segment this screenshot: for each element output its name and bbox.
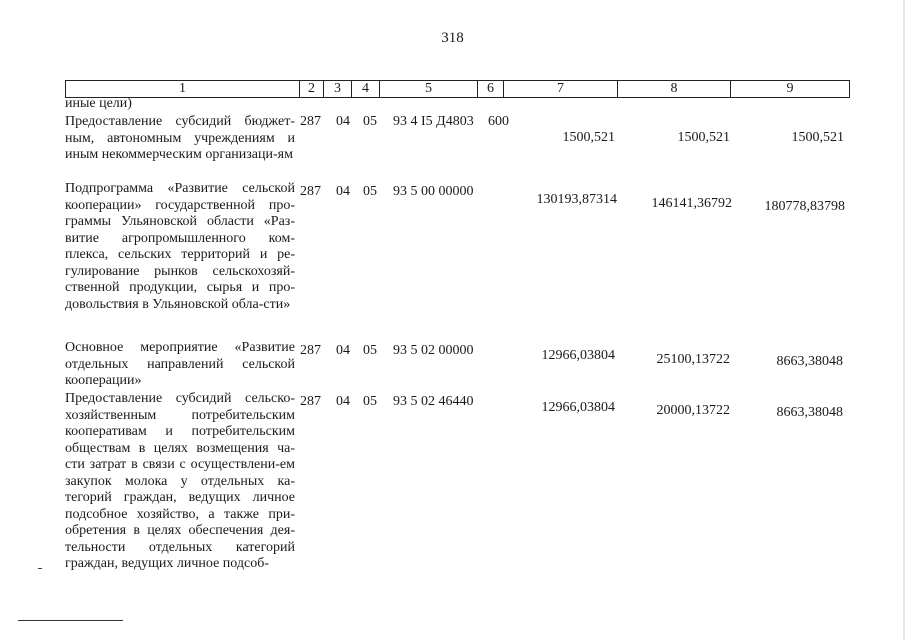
margin-mark (38, 568, 42, 569)
column-header-7: 7 (503, 81, 617, 97)
footnote-separator (18, 620, 123, 621)
value-year-1: 12966,03804 (541, 348, 615, 363)
code-pr: 05 (363, 184, 377, 199)
code-csr: 93 5 00 00000 (393, 184, 474, 199)
code-pr: 05 (363, 114, 377, 129)
row-name: Основное мероприятие «Развитие отдельных направлений сельской кооперации» (65, 340, 295, 388)
code-gr: 287 (300, 184, 321, 199)
code-rz: 04 (336, 184, 350, 199)
row-name: Предоставление субсидий сельско-хозяйственным потребительским кооперативам и потребительским обществам в целях возмещения ча-сти затрат в связи с осуществлени-ем закупок молока у отдельных ка-тегорий граждан, ведущих личное подсобное хозяйство, а также при-обретения в целях обеспечения дея-тельности отдельных категорий граждан, ведущих личное подсоб- (65, 391, 295, 571)
page-number: 318 (441, 30, 464, 46)
column-header-4: 4 (351, 81, 379, 97)
code-rz: 04 (336, 343, 350, 358)
value-year-1: 1500,521 (562, 130, 615, 145)
code-csr: 93 5 02 46440 (393, 394, 474, 409)
code-pr: 05 (363, 343, 377, 358)
column-header-5: 5 (379, 81, 477, 97)
code-pr: 05 (363, 394, 377, 409)
column-header-8: 8 (617, 81, 730, 97)
column-header-9: 9 (730, 81, 849, 97)
column-header-3: 3 (323, 81, 351, 97)
value-year-3: 180778,83798 (764, 199, 845, 214)
value-year-2: 25100,13722 (656, 352, 730, 367)
value-year-2: 1500,521 (677, 130, 730, 145)
code-vr: 600 (488, 114, 509, 129)
value-year-1: 130193,87314 (536, 192, 617, 207)
value-year-2: 146141,36792 (651, 196, 732, 211)
code-rz: 04 (336, 394, 350, 409)
column-header-1: 1 (179, 81, 186, 96)
row-name: Предоставление субсидий бюджет-ным, автономным учреждениям и иным некоммерческим организаци-ям (65, 114, 295, 162)
column-header-2: 2 (299, 81, 323, 97)
code-csr: 93 5 02 00000 (393, 343, 474, 358)
value-year-1: 12966,03804 (541, 400, 615, 415)
row-name: Подпрограмма «Развитие сельской кооперации» государственной про-граммы Ульяновской области «Раз-витие агропромышленного ком-плекса, сельских территорий и ре-гулирование рынков сельскохозяй-ственной продукции, сырья и про-довольствия в Ульяновской обла-сти» (65, 181, 295, 312)
code-gr: 287 (300, 343, 321, 358)
row-name: иные цели) (65, 96, 132, 111)
code-rz: 04 (336, 114, 350, 129)
value-year-2: 20000,13722 (656, 403, 730, 418)
code-gr: 287 (300, 394, 321, 409)
column-header-6: 6 (477, 81, 503, 97)
code-gr: 287 (300, 114, 321, 129)
value-year-3: 8663,38048 (776, 405, 843, 420)
code-csr: 93 4 I5 Д4803 (393, 114, 474, 129)
value-year-3: 1500,521 (791, 130, 844, 145)
value-year-3: 8663,38048 (776, 354, 843, 369)
